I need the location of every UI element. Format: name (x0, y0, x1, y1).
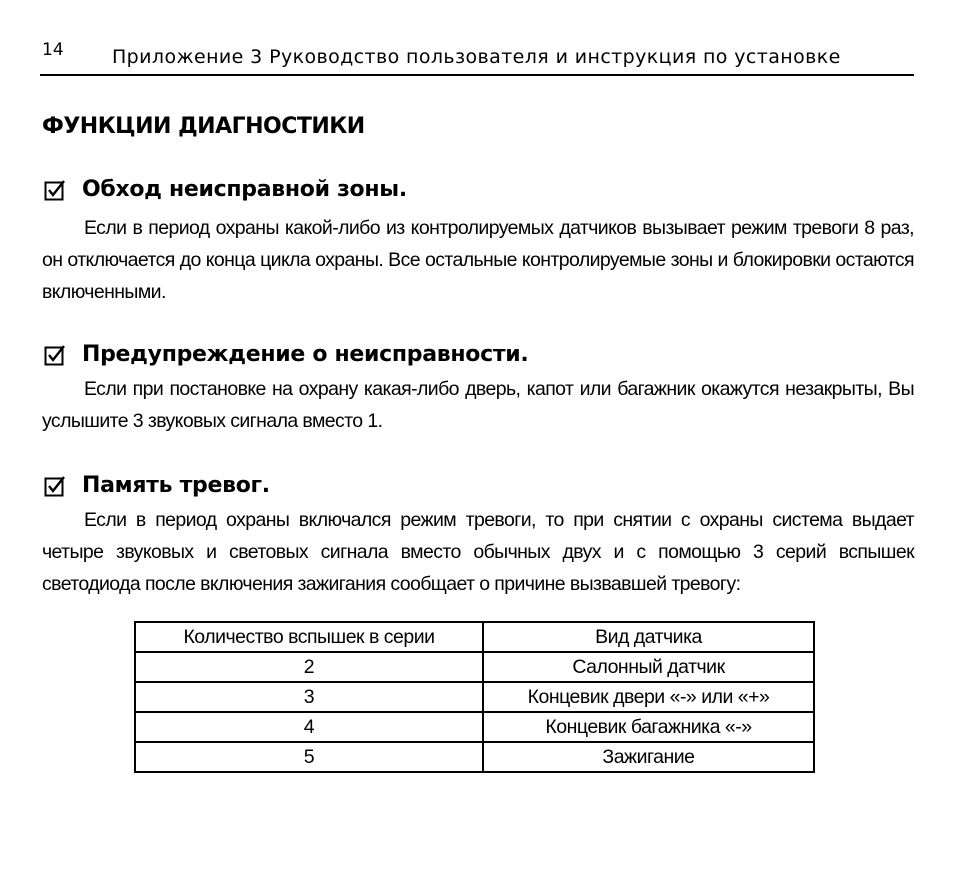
sensor-type-cell: Концевик багажника «-» (483, 712, 814, 742)
sensor-type-cell: Концевик двери «-» или «+» (483, 682, 814, 712)
section-title: ФУНКЦИИ ДИАГНОСТИКИ (42, 114, 365, 139)
feature-text-bypass: Если в период охраны какой-либо из контролируемых датчиков вызывает режим тревоги 8 раз, он отключается до конца цикла охраны. Все остальные контролируемые зоны и блокировки остаются включенными. (42, 217, 914, 303)
feature-title: Предупреждение о неисправности. (82, 342, 529, 367)
flash-count-cell: 5 (135, 742, 483, 772)
column-header-flash-count: Количество вспышек в серии (135, 622, 483, 652)
table-row (135, 712, 814, 742)
table-row (135, 652, 814, 682)
feature-heading-alarm-memory (44, 473, 270, 498)
feature-title: Память тревог. (82, 473, 270, 498)
feature-text-alarm-memory: Если в период охраны включался режим тревоги, то при снятии с охраны система выдает четыре звуковых и световых сигнала вместо обычных двух и с помощью 3 серий вспышек светодиода после включения зажигания сообщает о причине вызвавшей тревогу: (42, 509, 914, 595)
checkbox-checked-icon (44, 344, 66, 366)
flash-code-table (134, 621, 815, 773)
table-row (135, 682, 814, 712)
table-row (135, 742, 814, 772)
sensor-type-cell: Салонный датчик (483, 652, 814, 682)
flash-count-cell: 3 (135, 682, 483, 712)
feature-heading-bypass (44, 177, 407, 202)
flash-count-cell: 4 (135, 712, 483, 742)
feature-title: Обход неисправной зоны. (82, 177, 407, 202)
table-header-row (135, 622, 814, 652)
page-number: 14 (42, 40, 64, 60)
feature-heading-warning (44, 342, 528, 367)
checkbox-checked-icon (44, 475, 66, 497)
feature-text-warning: Если при постановке на охрану какая-либо дверь, капот или багажник окажутся незакрыты, Вы услышите 3 звуковых сигнала вместо 1. (42, 378, 914, 432)
running-header: Приложение 3 Руководство пользователя и инструкция по установке (112, 46, 841, 68)
column-header-sensor-type: Вид датчика (483, 622, 814, 652)
header-rule (40, 74, 914, 76)
checkbox-checked-icon (44, 179, 66, 201)
sensor-type-cell: Зажигание (483, 742, 814, 772)
flash-count-cell: 2 (135, 652, 483, 682)
